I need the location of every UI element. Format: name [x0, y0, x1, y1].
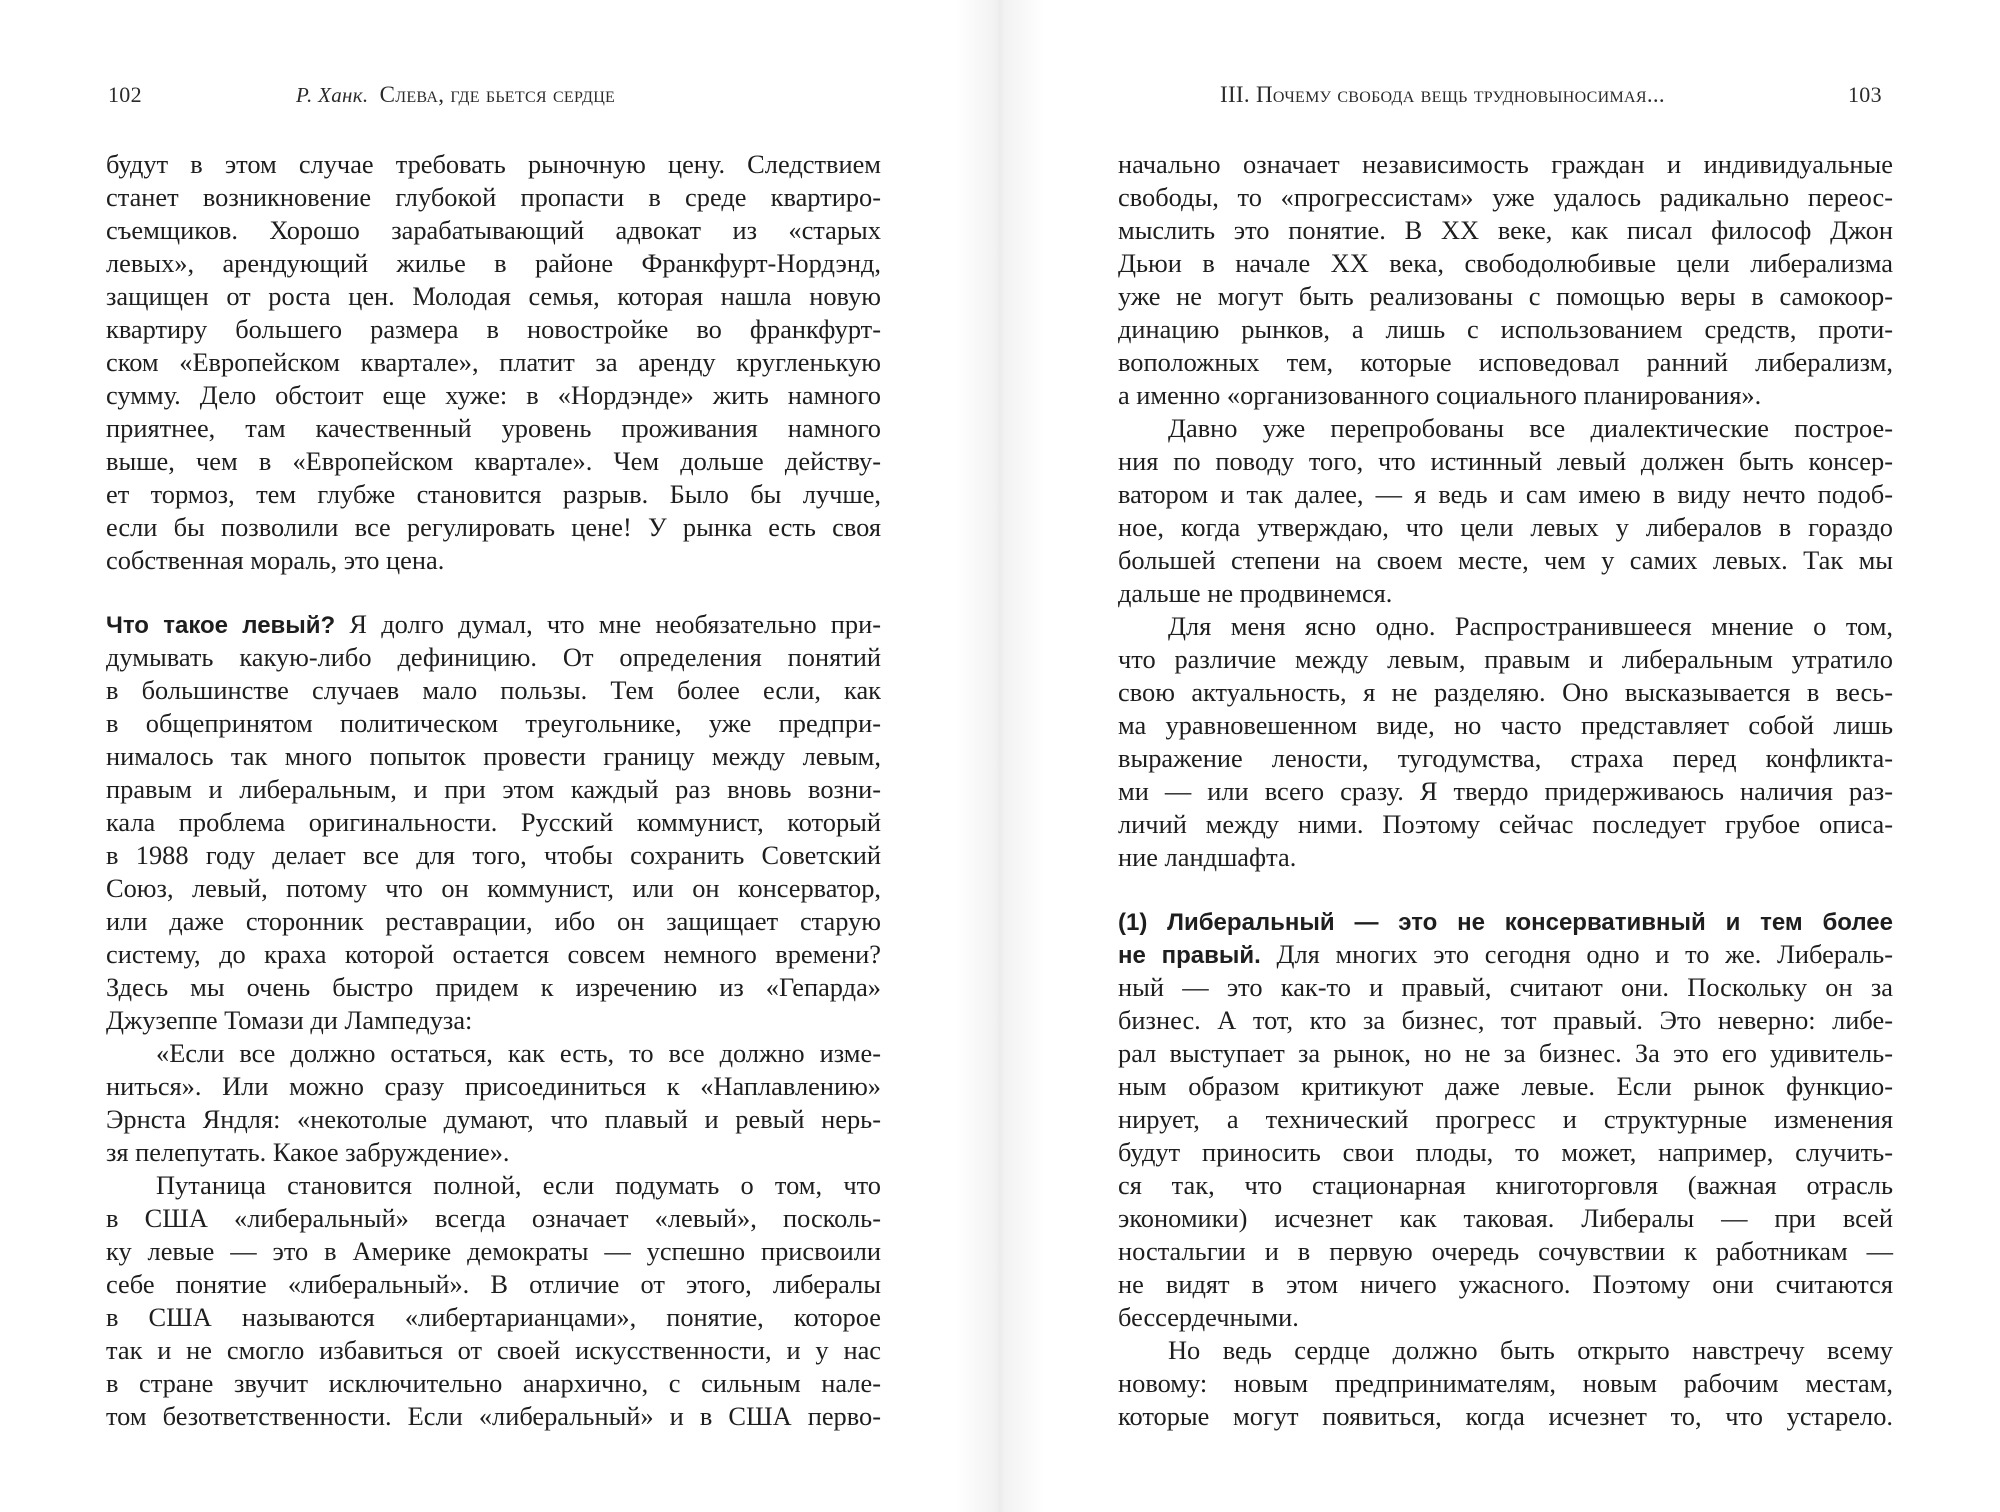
right-page: [1000, 0, 2000, 1512]
right-body-text: [1118, 148, 1893, 1433]
text-line: в общепринятом политическом треугольнике, уже предпри-: [106, 708, 881, 738]
text-line: которые могут появиться, когда исчезнет то, что устарело.: [1118, 1401, 1893, 1431]
text-line: ным образом критикуют даже левые. Если рынок функцио-: [1118, 1071, 1893, 1101]
text-line: приятнее, там качественный уровень проживания намного: [106, 413, 881, 443]
text-line: большей степени на своем месте, чем у самих левых. Так мы: [1118, 545, 1893, 575]
text-line: или даже сторонник реставрации, ибо он защищает старую: [106, 906, 881, 936]
text-line: ку левые — это в Америке демократы — успешно присвоили: [106, 1236, 881, 1266]
text-line: свободы, то «прогрессистам» уже удалось радикально переос-: [1118, 182, 1893, 212]
text-line: в большинстве случаев мало пользы. Тем более если, как: [106, 675, 881, 705]
section-heading: Что такое левый?: [106, 612, 336, 639]
text-line: ный — это как-то и правый, считают они. Поскольку он за: [1118, 972, 1893, 1002]
left-page-number: 102: [108, 82, 142, 107]
text-line: а именно «организованного социального планирования».: [1118, 380, 1762, 410]
paragraph-first-line: Для меня ясно одно. Распространившееся мнение о том,: [1168, 611, 1893, 641]
text-line: нималось так много попыток провести границу между левым,: [106, 741, 881, 771]
text-line: защищен от роста цен. Молодая семья, которая нашла новую: [106, 281, 881, 311]
text-line: что различие между левым, правым и либеральным утратило: [1118, 644, 1893, 674]
right-running-header: [1220, 82, 1665, 108]
section-heading: (1) Либеральный — это не консервативный и тем более: [1118, 909, 1893, 936]
text-line: будут в этом случае требовать рыночную цену. Следствием: [106, 149, 881, 179]
text-line: в США называются «либертарианцами», понятие, которое: [106, 1302, 881, 1332]
text-line: ностальгии и в первую очередь сочувствии к работникам —: [1118, 1236, 1893, 1266]
text-line: в США «либеральный» всегда означает «левый», посколь-: [106, 1203, 881, 1233]
text-line: думывать какую-либо дефиницию. От определения понятий: [106, 642, 881, 672]
text-line: том безответственности. Если «либеральный» и в США перво-: [106, 1401, 881, 1431]
text-line: зя пелепутать. Какое забруждение».: [106, 1137, 510, 1167]
text-line: ми — или всего сразу. Я твердо придерживаюсь наличия раз-: [1118, 776, 1893, 806]
section-heading-continued: не правый.: [1118, 942, 1261, 969]
text-line: дальше не продвинемся.: [1118, 578, 1393, 608]
text-line: ния по поводу того, что истинный левый должен быть консер-: [1118, 446, 1893, 476]
text-line: ние ландшафта.: [1118, 842, 1297, 872]
text-line: уже не могут быть реализованы с помощью веры в самокоор-: [1118, 281, 1893, 311]
paragraph-gap: [106, 577, 881, 608]
text-line: бессердечными.: [1118, 1302, 1299, 1332]
section-first-line: не правый. Для многих это сегодня одно и то же. Либераль-: [1118, 939, 1893, 969]
header-chapter-title: III. Почему свобода вещь трудновыносимая...: [1220, 82, 1665, 107]
left-body-text: [106, 148, 881, 1433]
paragraph-gap: [1118, 874, 1893, 905]
paragraph-first-line: Но ведь сердце должно быть открыто навстречу всему: [1168, 1335, 1893, 1365]
text-line: левых», арендующий жилье в районе Франкфурт-Нордэнд,: [106, 248, 881, 278]
text-line: съемщиков. Хорошо зарабатывающий адвокат из «старых: [106, 215, 881, 245]
text-line: будут приносить свои плоды, то может, например, случить-: [1118, 1137, 1893, 1167]
text-line: квартиру большего размера в новостройке во франкфурт-: [106, 314, 881, 344]
quote-line: «Если все должно остаться, как есть, то все должно изме-: [156, 1038, 881, 1068]
text-line: ватором и так далее, — я ведь и сам имею в виду нечто подоб-: [1118, 479, 1893, 509]
text-line: кала проблема оригинальности. Русский коммунист, который: [106, 807, 881, 837]
text-line: рал выступает за рынок, но не за бизнес. За это его удивитель-: [1118, 1038, 1893, 1068]
text-line: Дьюи в начале XX века, свободолюбивые цели либерализма: [1118, 248, 1893, 278]
paragraph-first-line: Путаница становится полной, если подумать о том, что: [156, 1170, 881, 1200]
text-line: Здесь мы очень быстро придем к изречению из «Гепарда»: [106, 972, 881, 1002]
text-line: правым и либеральным, и при этом каждый раз вновь возни-: [106, 774, 881, 804]
text-line: динацию рынков, а лишь с использованием средств, проти-: [1118, 314, 1893, 344]
left-running-header: [296, 82, 615, 108]
text-line: Союз, левый, потому что он коммунист, или он консерватор,: [106, 873, 881, 903]
text-line: мыслить это понятие. В XX веке, как писал философ Джон: [1118, 215, 1893, 245]
text-line: Эрнста Яндля: «некотолые думают, что плавый и ревый нерь-: [106, 1104, 881, 1134]
section-heading-line: [1118, 905, 1893, 938]
text-line: в стране звучит исключительно анархично, с сильным нале-: [106, 1368, 881, 1398]
text-line: ное, когда утверждаю, что цели левых у либералов в гораздо: [1118, 512, 1893, 542]
text-line: бизнес. А тот, кто за бизнес, тот правый. Это неверно: либе-: [1118, 1005, 1893, 1035]
right-page-number: 103: [1848, 82, 1882, 107]
text-line: сумму. Дело обстоит еще хуже: в «Нордэнде» жить намного: [106, 380, 881, 410]
text-line: ском «Европейском квартале», платит за аренду кругленькую: [106, 347, 881, 377]
text-line: личий между ними. Поэтому сейчас последует грубое описа-: [1118, 809, 1893, 839]
text-line: ма уравновешенном виде, но часто представляет собой лишь: [1118, 710, 1893, 740]
text-line: ниться». Или можно сразу присоединиться к «Наплавлению»: [106, 1071, 881, 1101]
header-author: Р. Ханк.: [296, 83, 369, 107]
text-line: воположных тем, которые исповедовал ранний либерализм,: [1118, 347, 1893, 377]
text-line: в 1988 году делает все для того, чтобы сохранить Советский: [106, 840, 881, 870]
text-line: Джузеппе Томази ди Лампедуза:: [106, 1005, 473, 1035]
text-line: выше, чем в «Европейском квартале». Чем дольше действу-: [106, 446, 881, 476]
text-line: начально означает независимость граждан и индивидуальные: [1118, 149, 1893, 179]
text-line: систему, до краха которой остается совсем немного времени?: [106, 939, 881, 969]
paragraph-first-line: Давно уже перепробованы все диалектические построе-: [1168, 413, 1893, 443]
text-line: если бы позволили все регулировать цене! У рынка есть своя: [106, 512, 881, 542]
text-line: свою актуальность, я не разделяю. Оно высказывается в весь-: [1118, 677, 1893, 707]
text-line: не видят в этом ничего ужасного. Поэтому они считаются: [1118, 1269, 1893, 1299]
text-line: экономики) исчезнет как таковая. Либералы — при всей: [1118, 1203, 1893, 1233]
text-line: так и не смогло избавиться от своей искусственности, и у нас: [106, 1335, 881, 1365]
text-line: ет тормоз, тем глубже становится разрыв. Было бы лучше,: [106, 479, 881, 509]
text-line: выражение лености, тугодумства, страха перед конфликта-: [1118, 743, 1893, 773]
text-line: себе понятие «либеральный». В отличие от этого, либералы: [106, 1269, 881, 1299]
text-line: нирует, а технический прогресс и структурные изменения: [1118, 1104, 1893, 1134]
text-line: станет возникновение глубокой пропасти в среде квартиро-: [106, 182, 881, 212]
text-line: собственная мораль, это цена.: [106, 545, 445, 575]
section-first-line: Что такое левый? Я долго думал, что мне необязательно при-: [106, 609, 881, 639]
text-line: новому: новым предпринимателям, новым рабочим местам,: [1118, 1368, 1893, 1398]
header-book-title: Слева, где бьется сердце: [379, 82, 616, 107]
text-line: ся так, что стационарная книготорговля (важная отрасль: [1118, 1170, 1893, 1200]
